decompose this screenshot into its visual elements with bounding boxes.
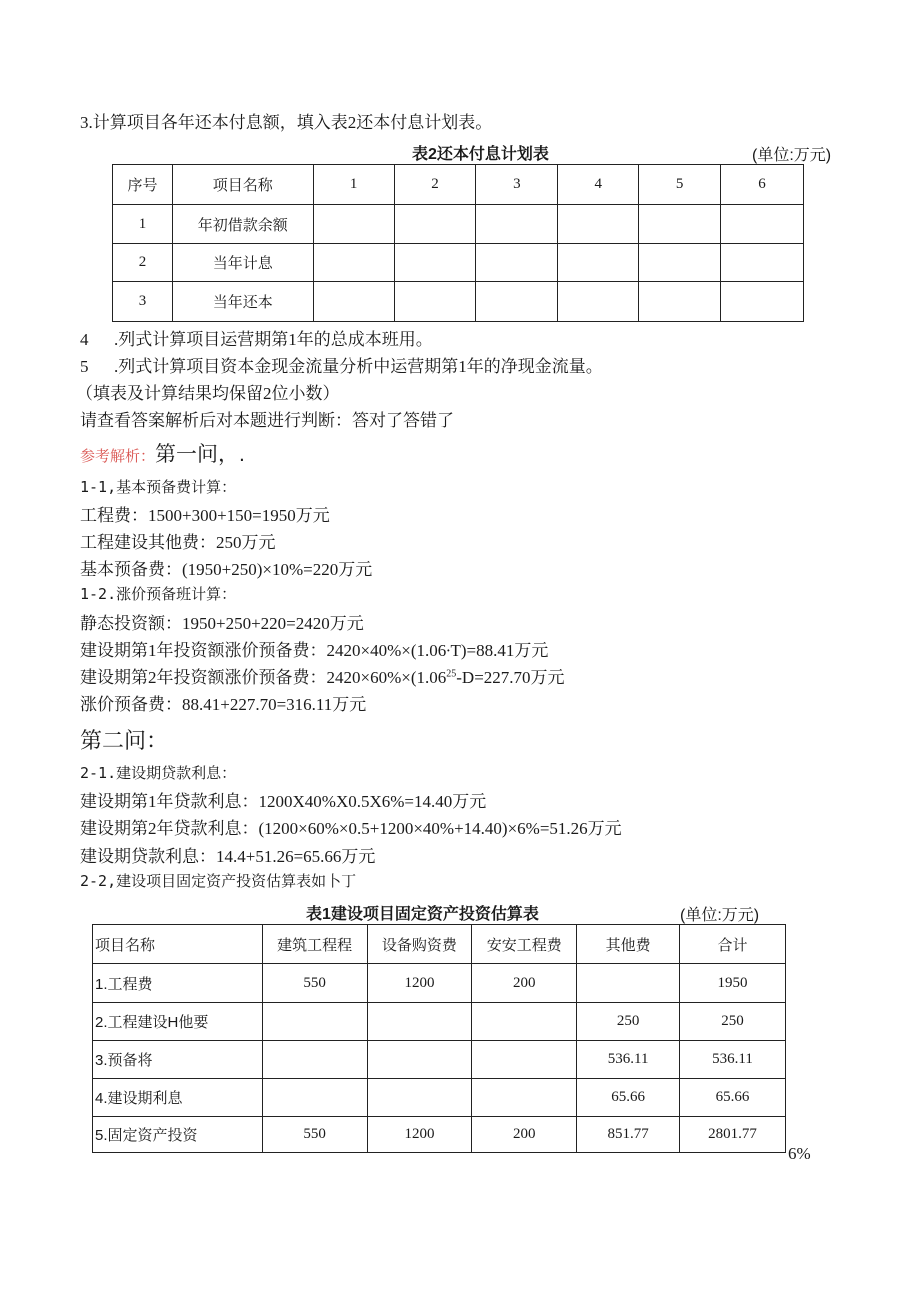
table1-header-cell: 建筑工程程 <box>262 925 367 964</box>
table1-header-cell: 合计 <box>680 925 786 964</box>
empty-cell <box>639 244 721 282</box>
empty-cell <box>558 282 639 322</box>
table1-cell: 250 <box>577 1003 680 1041</box>
empty-cell <box>394 244 476 282</box>
judge-prompt: 请查看答案解析后对本题进行判断：答对了答错了 <box>80 411 454 430</box>
table1-cell <box>262 1041 367 1079</box>
table-row <box>93 964 786 1003</box>
table2-header-cell: 1 <box>313 165 394 205</box>
table1-cell: 2801.77 <box>680 1117 786 1153</box>
calc-line: 涨价预备费：88.41+227.70=316.11万元 <box>80 695 367 714</box>
table1-cell: 1950 <box>680 964 786 1003</box>
table1-cell: 200 <box>472 1117 577 1153</box>
table1-caption: 表1建设项目固定资产投资估算表 <box>306 906 539 923</box>
table1-unit: (单位:万元) <box>680 907 760 924</box>
table2-header-cell: 项目名称 <box>172 165 313 205</box>
table2-header-cell: 4 <box>558 165 639 205</box>
empty-cell <box>721 282 804 322</box>
table-row <box>93 1117 786 1153</box>
empty-cell <box>639 205 721 244</box>
calc-line: 建设期贷款利息：14.4+51.26=65.66万元 <box>80 847 376 866</box>
empty-cell <box>639 282 721 322</box>
table1-cell: 4.建设期利息 <box>93 1079 263 1117</box>
table1-cell: 550 <box>262 1117 367 1153</box>
calc-line <box>80 663 565 688</box>
table1-cell: 250 <box>680 1003 786 1041</box>
empty-cell <box>476 282 558 322</box>
table-row <box>113 244 804 282</box>
question-5: 5 .列式计算项目资本金现金流量分析中运营期第1年的净现金流量。 <box>80 357 603 376</box>
table1-header-cell: 其他费 <box>577 925 680 964</box>
empty-cell <box>476 244 558 282</box>
table1-cell: 851.77 <box>577 1117 680 1153</box>
step-1-2: 1-2.涨价预备班计算： <box>80 585 237 603</box>
table-row <box>113 282 804 322</box>
calc-text: -D=227.70万元 <box>456 668 565 687</box>
analysis-title: 第一问，. <box>155 443 245 466</box>
calc-line: 建设期第1年贷款利息：1200X40%X0.5X6%=14.40万元 <box>80 792 487 811</box>
table1-cell: 2.工程建设H他要 <box>93 1003 263 1041</box>
table1-cell <box>472 1079 577 1117</box>
table1-cell: 536.11 <box>577 1041 680 1079</box>
empty-cell <box>313 244 394 282</box>
table1-cell <box>577 964 680 1003</box>
rounding-note: （填表及计算结果均保留2位小数） <box>76 384 340 403</box>
table1-header-cell: 安安工程费 <box>472 925 577 964</box>
empty-cell <box>313 282 394 322</box>
calc-exponent: 25 <box>446 668 457 680</box>
calc-line: 建设期第2年贷款利息：(1200×60%×0.5+1200×40%+14.40)×6%=51.26万元 <box>80 819 622 838</box>
table2-header-cell: 3 <box>476 165 558 205</box>
table1-header-cell: 项目名称 <box>93 925 263 964</box>
empty-cell <box>721 244 804 282</box>
table1-cell <box>367 1079 472 1117</box>
analysis-heading <box>80 438 245 468</box>
table2-header-cell: 6 <box>721 165 804 205</box>
table2-header-cell: 5 <box>639 165 721 205</box>
table1-cell <box>262 1079 367 1117</box>
table2-cell: 1 <box>113 205 173 244</box>
table2-unit: (单位:万元) <box>752 147 832 164</box>
table1-cell <box>262 1003 367 1041</box>
table2-cell: 当年计息 <box>172 244 313 282</box>
table1-cell: 200 <box>472 964 577 1003</box>
calc-line: 工程费：1500+300+150=1950万元 <box>80 506 330 525</box>
table1-cell: 5.固定资产投资 <box>93 1117 263 1153</box>
analysis-label: 参考解析： <box>80 448 156 465</box>
question-2-title: 第二问： <box>80 728 169 753</box>
table1-cell: 1200 <box>367 964 472 1003</box>
step-1-1: 1-1,基本预备费计算： <box>80 478 237 496</box>
table1-header-cell: 设备购资费 <box>367 925 472 964</box>
step-2-1: 2-1.建设期贷款利息： <box>80 764 237 782</box>
calc-line: 建设期第1年投资额涨价预备费：2420×40%×(1.06∙T)=88.41万元 <box>80 641 549 660</box>
empty-cell <box>558 205 639 244</box>
question-4: 4 .列式计算项目运营期第1年的总成本班用。 <box>80 330 433 349</box>
table2-header-cell: 2 <box>394 165 476 205</box>
table2-cell: 当年还本 <box>172 282 313 322</box>
table-row <box>93 1041 786 1079</box>
table1-cell <box>472 1003 577 1041</box>
empty-cell <box>476 205 558 244</box>
table1-cell <box>367 1041 472 1079</box>
table1-cell: 65.66 <box>577 1079 680 1117</box>
table2-cell: 年初借款余额 <box>172 205 313 244</box>
table-row <box>93 1003 786 1041</box>
table1-cell: 3.预备将 <box>93 1041 263 1079</box>
table1-cell: 1200 <box>367 1117 472 1153</box>
table1-cell: 536.11 <box>680 1041 786 1079</box>
empty-cell <box>313 205 394 244</box>
table2-cell: 2 <box>113 244 173 282</box>
calc-text: 建设期第2年投资额涨价预备费：2420×60%×(1.06 <box>80 668 447 687</box>
calc-line: 基本预备费：(1950+250)×10%=220万元 <box>80 560 373 579</box>
table-row <box>93 1079 786 1117</box>
table1-cell: 65.66 <box>680 1079 786 1117</box>
table1-cell <box>367 1003 472 1041</box>
empty-cell <box>394 205 476 244</box>
repayment-table <box>112 164 804 322</box>
table1-cell <box>472 1041 577 1079</box>
table2-caption: 表2还本付息计划表 <box>412 146 549 163</box>
table1-cell: 550 <box>262 964 367 1003</box>
question-3: 3.计算项目各年还本付息额，填入表2还本付息计划表。 <box>80 113 493 132</box>
table1-cell: 1.工程费 <box>93 964 263 1003</box>
investment-estimate-table <box>92 924 786 1153</box>
empty-cell <box>394 282 476 322</box>
table2-header-cell: 序号 <box>113 165 173 205</box>
step-2-2: 2-2,建设项目固定资产投资估算表如卜丁 <box>80 872 357 890</box>
calc-line: 静态投资额：1950+250+220=2420万元 <box>80 614 364 633</box>
footer-percent: 6% <box>788 1144 811 1163</box>
calc-line: 工程建设其他费：250万元 <box>80 533 276 552</box>
table-row <box>113 205 804 244</box>
table2-cell: 3 <box>113 282 173 322</box>
empty-cell <box>721 205 804 244</box>
empty-cell <box>558 244 639 282</box>
